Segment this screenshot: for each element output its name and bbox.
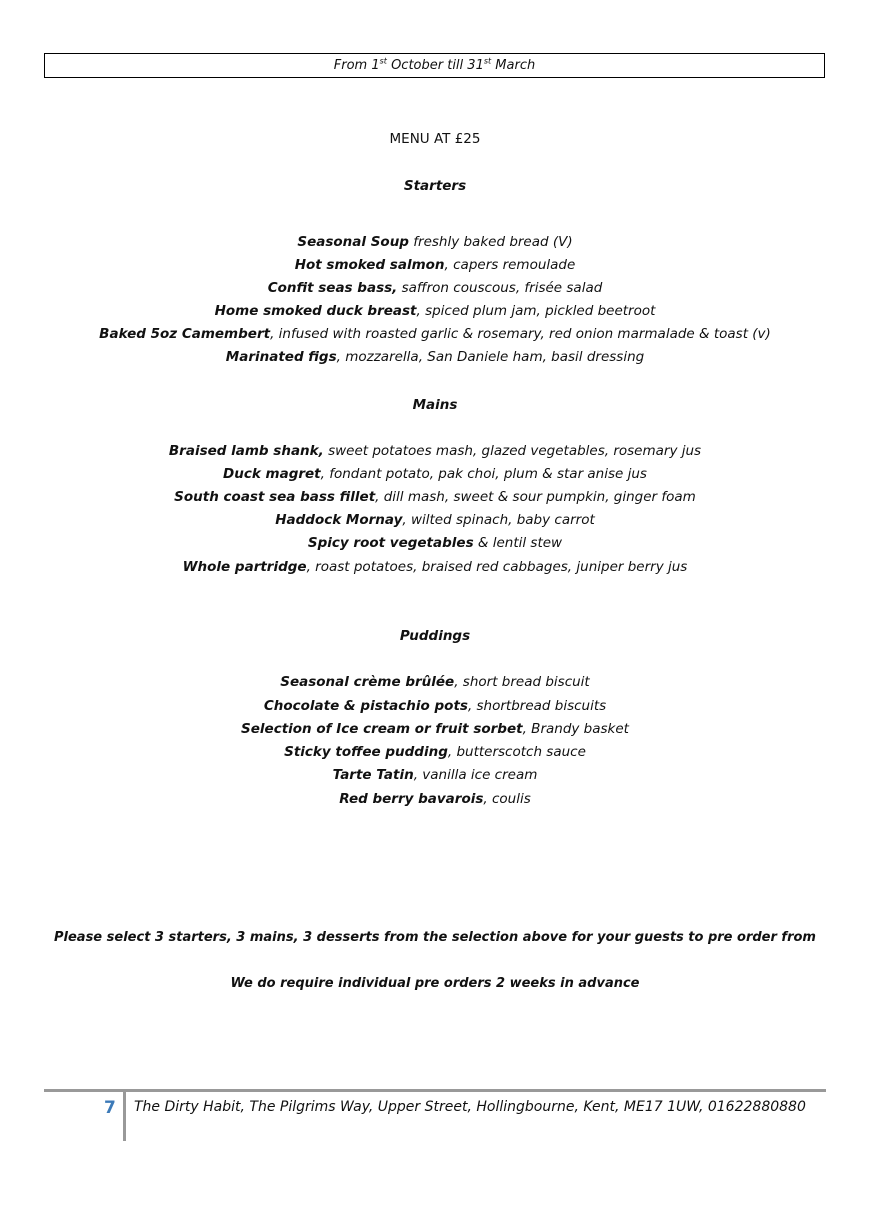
pudding-item (0, 743, 870, 761)
mains-heading: Mains (412, 397, 458, 413)
starters-heading: Starters (403, 178, 467, 194)
item-name: Baked 5oz Camembert (99, 326, 271, 342)
item-name: Whole partridge (182, 559, 307, 575)
main-item (0, 511, 870, 529)
item-name: Red berry bavarois (339, 791, 484, 807)
item-description: , roast potatoes, braised red cabbages, juniper berry jus (306, 559, 688, 575)
item-description: , infused with roasted garlic & rosemary, red onion marmalade & toast (v) (270, 326, 771, 342)
pudding-item (0, 790, 870, 808)
item-name: Seasonal Soup (297, 234, 409, 250)
item-description: , coulis (483, 791, 531, 807)
main-item (0, 442, 870, 460)
item-description: , wilted spinach, baby carrot (402, 512, 595, 528)
item-description: , shortbread biscuits (467, 698, 607, 714)
item-description: , capers remoulade (444, 257, 576, 273)
item-description: , Brandy basket (522, 721, 629, 737)
pudding-item (0, 766, 870, 784)
starter-item (0, 325, 870, 343)
starter-item (0, 256, 870, 274)
date-sup-2: st (483, 56, 492, 66)
item-name: Marinated figs (225, 349, 337, 365)
item-description: , spiced plum jam, pickled beetroot (416, 303, 656, 319)
footer-rule (44, 1089, 826, 1092)
main-item (0, 534, 870, 552)
main-item (0, 558, 870, 576)
date-banner (44, 53, 825, 78)
puddings-heading: Puddings (399, 628, 471, 644)
menu-title: MENU AT £25 (389, 131, 481, 147)
item-name: Hot smoked salmon (294, 257, 445, 273)
pudding-item (0, 673, 870, 691)
main-item (0, 465, 870, 483)
starter-item (0, 279, 870, 297)
item-description: sweet potatoes mash, glazed vegetables, rosemary jus (323, 443, 702, 459)
item-name: Tarte Tatin (332, 767, 414, 783)
item-name: Braised lamb shank, (168, 443, 324, 459)
starter-item (0, 233, 870, 251)
item-description: , dill mash, sweet & sour pumpkin, ginger foam (375, 489, 696, 505)
footer-address: The Dirty Habit, The Pilgrims Way, Upper Street, Hollingbourne, Kent, ME17 1UW, 01622880880 (134, 1099, 806, 1115)
item-description: , fondant potato, pak choi, plum & star anise jus (320, 466, 647, 482)
item-name: Seasonal crème brûlée (280, 674, 455, 690)
item-name: Spicy root vegetables (307, 535, 474, 551)
item-name: Confit seas bass, (267, 280, 398, 296)
preorder-note: We do require individual pre orders 2 weeks in advance (230, 976, 640, 991)
item-description: saffron couscous, frisée salad (397, 280, 603, 296)
date-prefix: From 1 (333, 58, 380, 73)
item-description: , mozzarella, San Daniele ham, basil dressing (336, 349, 645, 365)
item-name: Sticky toffee pudding (284, 744, 448, 760)
item-description: freshly baked bread (V) (408, 234, 573, 250)
pudding-item (0, 697, 870, 715)
starter-item (0, 348, 870, 366)
item-name: Haddock Mornay (275, 512, 403, 528)
item-name: Duck magret (223, 466, 321, 482)
footer-divider (123, 1092, 126, 1141)
page-number: 7 (104, 1098, 116, 1118)
item-name: Selection of Ice cream or fruit sorbet (241, 721, 523, 737)
pudding-item (0, 720, 870, 738)
starter-item (0, 302, 870, 320)
item-description: , vanilla ice cream (413, 767, 538, 783)
date-suffix: March (491, 58, 536, 73)
item-description: , short bread biscuit (454, 674, 590, 690)
item-name: South coast sea bass fillet (174, 489, 376, 505)
item-description: , butterscotch sauce (447, 744, 586, 760)
date-middle: October till 31 (386, 58, 484, 73)
item-description: & lentil stew (473, 535, 563, 551)
date-sup-1: st (379, 56, 387, 66)
selection-note: Please select 3 starters, 3 mains, 3 desserts from the selection above for your guests to pre order from (54, 930, 816, 945)
item-name: Home smoked duck breast (214, 303, 417, 319)
main-item (0, 488, 870, 506)
item-name: Chocolate & pistachio pots (263, 698, 468, 714)
